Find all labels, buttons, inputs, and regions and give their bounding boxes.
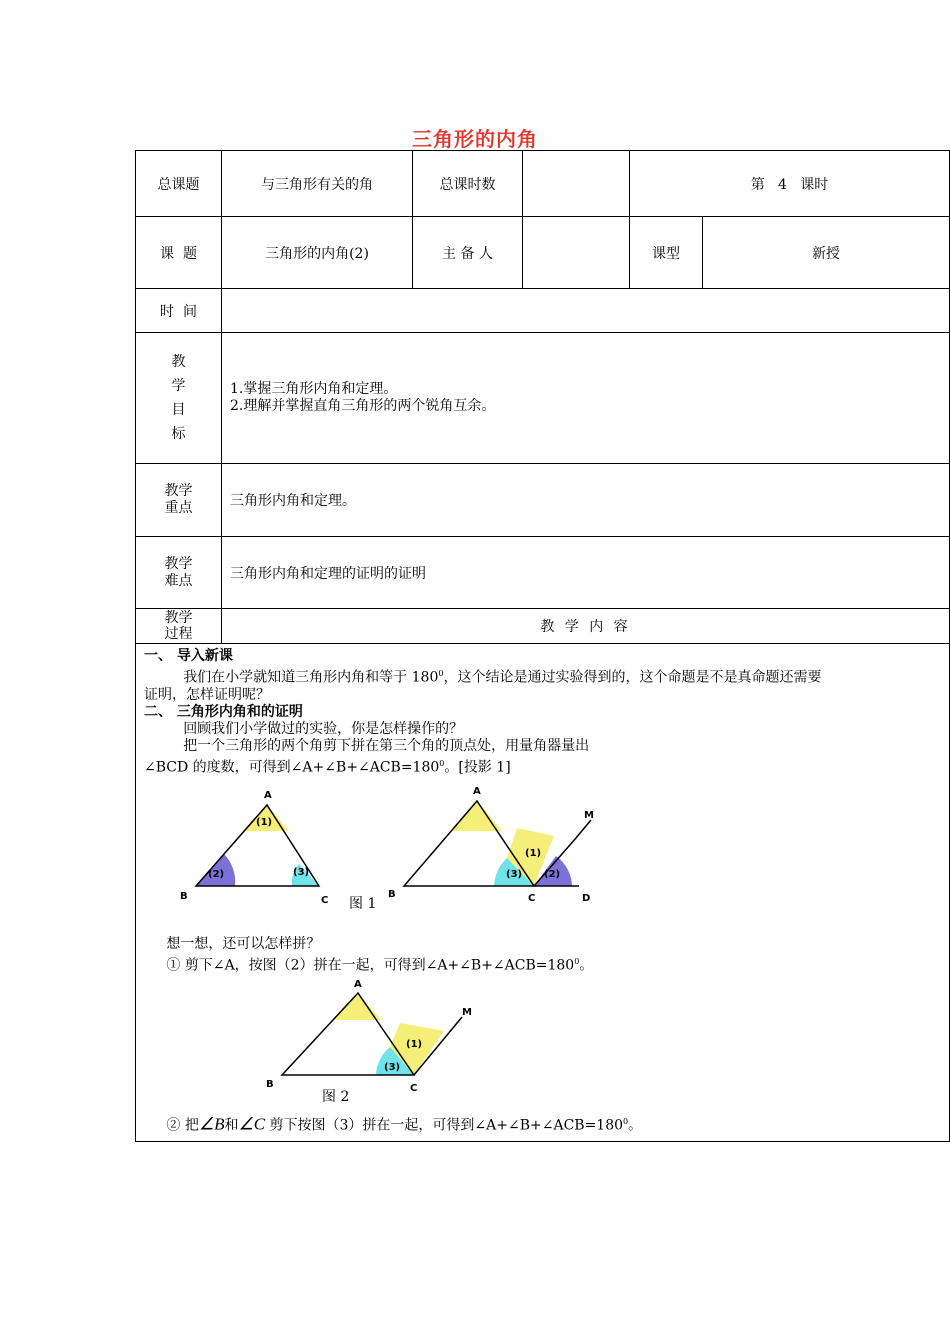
degree-sup: 0: [574, 957, 580, 967]
triangle-figure-2: [144, 975, 934, 1095]
process-label-line: 教学: [164, 610, 193, 626]
key-point-label-line: 教学: [164, 483, 193, 499]
label-1: (1): [256, 817, 273, 829]
label-2b: (2): [544, 869, 561, 881]
text: ，这个结论是通过实验得到的，这个命题是不是真命题还需要: [443, 669, 822, 686]
paragraph: [144, 953, 941, 975]
total-hours-label: 总课时数: [413, 151, 523, 217]
paragraph: [144, 1113, 941, 1135]
difficulty-value: 三角形内角和定理的证明的证明: [222, 537, 950, 609]
figure-1-caption: 图 1: [349, 896, 377, 913]
label-3c: (3): [384, 1061, 401, 1073]
angle-b-symbol: ∠B: [198, 1114, 225, 1134]
degree-sup: 0: [438, 669, 444, 678]
goal-item: 2.理解并掌握直角三角形的两个锐角互余。: [230, 398, 496, 414]
label-3b: (3): [506, 869, 523, 881]
label-b: B: [180, 891, 188, 903]
label-c2: C: [528, 893, 536, 905]
time-label: 时 间: [136, 289, 222, 333]
process-label: [136, 609, 222, 644]
key-point-label-line: 重点: [164, 500, 193, 516]
total-hours-value: [523, 151, 630, 217]
page-title: 三角形的内角: [412, 127, 538, 151]
label-m: M: [584, 810, 594, 822]
goal-item: 1.掌握三角形内角和定理。: [230, 381, 398, 397]
difficulty-label-line: 教学: [164, 555, 193, 572]
section-title: 一、 导入新课: [144, 648, 233, 664]
text: 。: [628, 1117, 643, 1134]
angle-c-symbol: ∠C: [238, 1114, 266, 1134]
lesson-plan-table: [135, 150, 950, 1142]
label-1c: (1): [406, 1038, 423, 1050]
triangle-figure-1: [144, 776, 934, 916]
type-label: 课型: [630, 217, 703, 289]
label-2: (2): [208, 869, 225, 881]
text: 我们在小学就知道三角形内角和等于 180: [183, 669, 439, 686]
text: 。[投影 1]: [444, 759, 511, 776]
type-value: 新授: [703, 217, 950, 289]
label-c3: C: [410, 1082, 418, 1094]
degree-sup: 0: [623, 1116, 629, 1126]
goals-label-char: 目: [171, 402, 186, 418]
time-value: [222, 289, 950, 333]
key-point-label: [136, 464, 222, 537]
label-d: D: [582, 893, 591, 905]
goals-content: [222, 333, 950, 464]
label-b3: B: [266, 1078, 274, 1090]
text: 剪下按图（3）拼在一起，可得到∠A+∠B+∠ACB=180: [265, 1117, 624, 1134]
figure-2-caption: 图 2: [322, 1088, 350, 1105]
lesson-label: 课 题: [136, 217, 222, 289]
topic-value: 与三角形有关的角: [222, 151, 413, 217]
lesson-value: 三角形的内角(2): [222, 217, 413, 289]
content-header: 教 学 内 容: [222, 609, 950, 644]
paragraph: [144, 665, 941, 687]
lesson-number: 第 4 课时: [630, 151, 950, 217]
section-title: 二、 三角形内角和的证明: [144, 703, 303, 720]
paragraph: 想一想，还可以怎样拼？: [166, 936, 321, 953]
preparer-value: [523, 217, 630, 289]
topic-label: 总课题: [136, 151, 222, 217]
figure-2: [144, 975, 941, 1113]
process-label-line: 过程: [164, 626, 193, 642]
preparer-label: 主 备 人: [413, 217, 523, 289]
paragraph: [144, 755, 941, 777]
lesson-content: [136, 644, 950, 1142]
label-3: (3): [293, 867, 310, 879]
text: 。: [579, 957, 594, 974]
label-a2: A: [473, 786, 481, 798]
label-m3: M: [462, 1006, 472, 1018]
figure-1: [144, 776, 941, 916]
goals-label-char: 教: [171, 354, 186, 370]
label-a: A: [264, 790, 272, 802]
label-c: C: [321, 895, 329, 907]
goals-label-char: 标: [171, 426, 186, 442]
text: ① 剪下∠A，按图（2）拼在一起，可得到∠A+∠B+∠ACB=180: [166, 957, 575, 974]
goals-label-char: 学: [171, 378, 186, 394]
paragraph: 回顾我们小学做过的实验，你是怎样操作的？: [183, 720, 464, 737]
label-a3: A: [354, 978, 362, 990]
goals-label: [136, 333, 222, 464]
paragraph: 把一个三角形的两个角剪下拼在第三个角的顶点处，用量角器量出: [183, 737, 590, 754]
text: 和: [224, 1117, 239, 1134]
key-point-value: 三角形内角和定理。: [222, 464, 950, 537]
text: ∠BCD 的度数，可得到∠A+∠B+∠ACB=180: [144, 759, 440, 776]
paragraph: 证明，怎样证明呢？: [144, 686, 270, 703]
label-b2: B: [388, 889, 396, 901]
difficulty-label: [136, 537, 222, 609]
label-1b: (1): [525, 848, 542, 860]
difficulty-label-line: 难点: [164, 572, 193, 589]
text: ② 把: [166, 1117, 199, 1134]
degree-sup: 0: [439, 758, 445, 768]
